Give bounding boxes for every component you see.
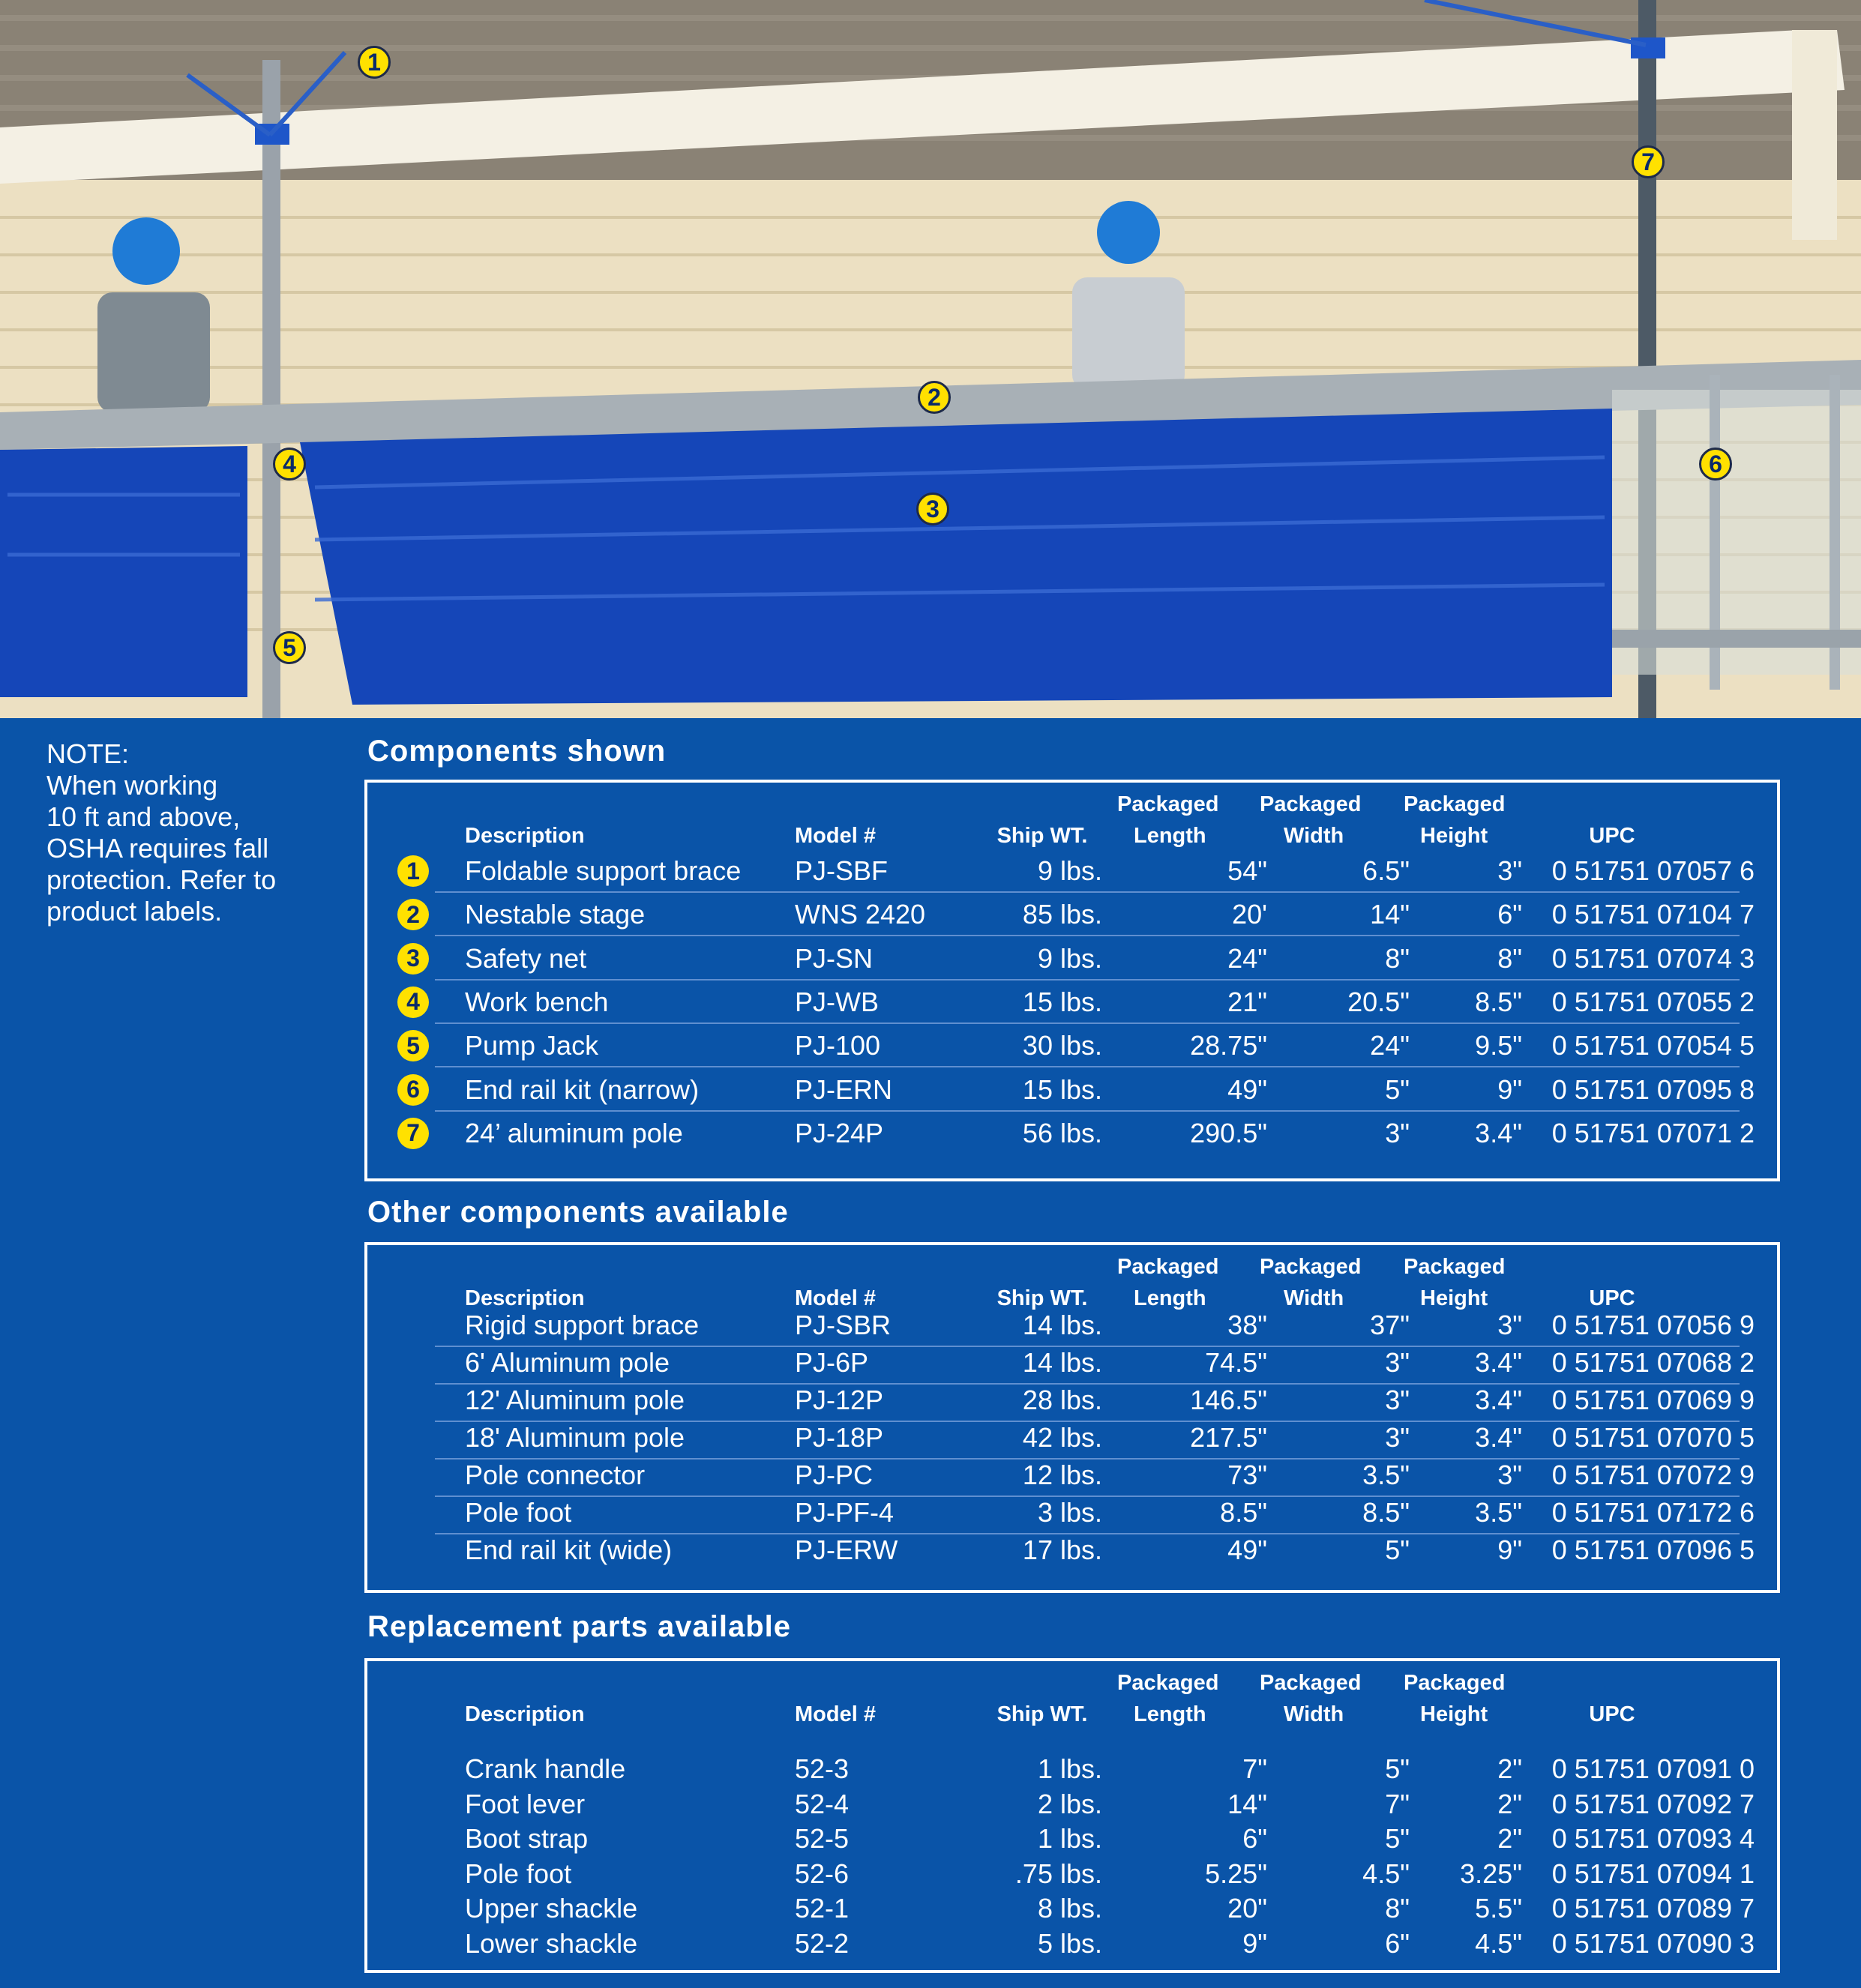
- cell-height: 8": [1497, 942, 1522, 974]
- header-packaged: Packaged: [1404, 792, 1506, 816]
- cell-width: 4.5": [1362, 1858, 1410, 1889]
- cell-height: 2": [1497, 1753, 1522, 1784]
- cell-height: 2": [1497, 1788, 1522, 1819]
- other-components-table: [364, 1242, 1780, 1593]
- cell-ship-wt: 85 lbs.: [1022, 899, 1102, 930]
- cell-height: 3": [1497, 1310, 1522, 1340]
- note-line: product labels.: [46, 896, 223, 927]
- header-packaged-height: [1404, 1667, 1554, 1730]
- cell-description: 6' Aluminum pole: [465, 1347, 670, 1378]
- callout-6: 6: [1699, 448, 1732, 481]
- cell-ship-wt: 15 lbs.: [1022, 986, 1102, 1017]
- cell-model: 52-6: [795, 1858, 850, 1889]
- cell-description: Foldable support brace: [465, 855, 742, 886]
- cell-width: 20.5": [1347, 986, 1410, 1017]
- header-packaged-length: [1117, 1667, 1267, 1730]
- cell-description: Safety net: [465, 942, 587, 974]
- callout-7: 7: [1632, 145, 1665, 178]
- cell-ship-wt: 14 lbs.: [1022, 1347, 1102, 1378]
- cell-description: 24’ aluminum pole: [465, 1117, 683, 1148]
- cell-upc: 0 51751 07069 9: [1551, 1385, 1755, 1415]
- header-height: Height: [1420, 1702, 1488, 1726]
- cell-upc: 0 51751 07095 8: [1551, 1073, 1755, 1105]
- replacement-parts-title: Replacement parts available: [367, 1610, 792, 1643]
- cell-ship-wt: 12 lbs.: [1022, 1460, 1102, 1490]
- cell-ship-wt: .75 lbs.: [1014, 1858, 1102, 1889]
- cell-length: 7": [1242, 1753, 1267, 1784]
- cell-model: PJ-SBR: [795, 1310, 892, 1340]
- table-row: [367, 1528, 1777, 1572]
- cell-width: 5": [1385, 1534, 1410, 1565]
- cell-length: 5.25": [1205, 1858, 1267, 1889]
- cell-width: 24": [1370, 1030, 1410, 1061]
- cell-ship-wt: 2 lbs.: [1037, 1788, 1102, 1819]
- cell-description: Nestable stage: [465, 899, 646, 930]
- cell-upc: 0 51751 07096 5: [1551, 1534, 1755, 1565]
- header-description: Description: [465, 1286, 585, 1310]
- cell-model: PJ-PF-4: [795, 1497, 895, 1528]
- cell-upc: 0 51751 07172 6: [1551, 1497, 1755, 1528]
- cell-upc: 0 51751 07068 2: [1551, 1347, 1755, 1378]
- cell-length: 24": [1227, 942, 1267, 974]
- cell-width: 3": [1385, 1117, 1410, 1148]
- cell-ship-wt: 3 lbs.: [1037, 1497, 1102, 1528]
- cell-height: 6": [1497, 899, 1522, 930]
- table-row: [367, 937, 1777, 981]
- cell-length: 20': [1232, 899, 1267, 930]
- table-row: [367, 1922, 1777, 1966]
- callout-3: 3: [916, 493, 949, 525]
- cell-length: 6": [1242, 1823, 1267, 1854]
- cell-description: Upper shackle: [465, 1893, 638, 1924]
- note-line: When working: [46, 770, 218, 801]
- osha-note: [46, 738, 331, 927]
- cell-length: 14": [1227, 1788, 1267, 1819]
- header-width: Width: [1284, 824, 1344, 848]
- cell-length: 38": [1227, 1310, 1267, 1340]
- cell-model: PJ-PC: [795, 1460, 874, 1490]
- cell-height: 5.5": [1475, 1893, 1522, 1924]
- header-width: Width: [1284, 1286, 1344, 1310]
- cell-length: 8.5": [1220, 1497, 1267, 1528]
- components-shown-table: [364, 780, 1780, 1181]
- cell-height: 3.25": [1460, 1858, 1522, 1889]
- cell-length: 290.5": [1190, 1117, 1267, 1148]
- cell-height: 9": [1497, 1073, 1522, 1105]
- cell-width: 6": [1385, 1927, 1410, 1959]
- header-ship-wt: Ship WT.: [996, 1702, 1088, 1726]
- cell-model: 52-2: [795, 1927, 850, 1959]
- callout-5: 5: [273, 631, 306, 664]
- cell-height: 3.4": [1475, 1422, 1522, 1453]
- header-height: Height: [1420, 824, 1488, 848]
- header-length: Length: [1134, 1702, 1206, 1726]
- cell-width: 3.5": [1362, 1460, 1410, 1490]
- cell-description: 12' Aluminum pole: [465, 1385, 685, 1415]
- table-row: [367, 893, 1777, 936]
- row-number-badge: 3: [397, 943, 429, 975]
- header-packaged: Packaged: [1260, 792, 1362, 816]
- cell-model: PJ-WB: [795, 986, 879, 1017]
- header-model: Model #: [795, 1286, 876, 1310]
- cell-width: 3": [1385, 1385, 1410, 1415]
- cell-upc: 0 51751 07056 9: [1551, 1310, 1755, 1340]
- cell-height: 4.5": [1475, 1927, 1522, 1959]
- cell-width: 3": [1385, 1347, 1410, 1378]
- cell-upc: 0 51751 07091 0: [1551, 1753, 1755, 1784]
- cell-ship-wt: 5 lbs.: [1037, 1927, 1102, 1959]
- cell-width: 8.5": [1362, 1497, 1410, 1528]
- cell-upc: 0 51751 07092 7: [1551, 1788, 1755, 1819]
- header-packaged: Packaged: [1260, 1255, 1362, 1279]
- header-model: Model #: [795, 824, 876, 848]
- cell-height: 3.4": [1475, 1117, 1522, 1148]
- cell-ship-wt: 15 lbs.: [1022, 1073, 1102, 1105]
- cell-description: Foot lever: [465, 1788, 586, 1819]
- cell-width: 3": [1385, 1422, 1410, 1453]
- cell-description: Rigid support brace: [465, 1310, 700, 1340]
- cell-width: 6.5": [1362, 855, 1410, 886]
- cell-width: 5": [1385, 1073, 1410, 1105]
- cell-description: Pump Jack: [465, 1030, 599, 1061]
- header-packaged-length: [1117, 789, 1267, 852]
- cell-description: Crank handle: [465, 1753, 626, 1784]
- cell-upc: 0 51751 07057 6: [1551, 855, 1755, 886]
- note-line: protection. Refer to: [46, 864, 277, 895]
- callout-4: 4: [273, 448, 306, 481]
- table-row: [367, 1112, 1777, 1155]
- cell-ship-wt: 42 lbs.: [1022, 1422, 1102, 1453]
- cell-width: 8": [1385, 942, 1410, 974]
- cell-model: PJ-18P: [795, 1422, 884, 1453]
- callout-1: 1: [358, 46, 391, 79]
- cell-upc: 0 51751 07090 3: [1551, 1927, 1755, 1959]
- header-length: Length: [1134, 824, 1206, 848]
- cell-ship-wt: 1 lbs.: [1037, 1823, 1102, 1854]
- header-packaged: Packaged: [1404, 1671, 1506, 1695]
- cell-upc: 0 51751 07074 3: [1551, 942, 1755, 974]
- cell-description: Pole connector: [465, 1460, 646, 1490]
- cell-length: 28.75": [1190, 1030, 1267, 1061]
- cell-height: 3": [1497, 1460, 1522, 1490]
- header-upc: UPC: [1589, 1286, 1635, 1310]
- row-number-badge: 4: [397, 987, 429, 1018]
- replacement-parts-table: [364, 1658, 1780, 1973]
- cell-description: End rail kit (wide): [465, 1534, 673, 1565]
- cell-upc: 0 51751 07055 2: [1551, 986, 1755, 1017]
- cell-model: PJ-12P: [795, 1385, 884, 1415]
- cell-ship-wt: 56 lbs.: [1022, 1117, 1102, 1148]
- cell-model: WNS 2420: [795, 899, 926, 930]
- cell-upc: 0 51751 07072 9: [1551, 1460, 1755, 1490]
- cell-model: PJ-ERW: [795, 1534, 898, 1565]
- header-ship-wt: Ship WT.: [996, 824, 1088, 848]
- cell-width: 5": [1385, 1823, 1410, 1854]
- cell-width: 5": [1385, 1753, 1410, 1784]
- header-length: Length: [1134, 1286, 1206, 1310]
- cell-upc: 0 51751 07093 4: [1551, 1823, 1755, 1854]
- header-packaged: Packaged: [1404, 1255, 1506, 1279]
- cell-ship-wt: 9 lbs.: [1037, 942, 1102, 974]
- components-shown-title: Components shown: [367, 735, 667, 768]
- header-width: Width: [1284, 1702, 1344, 1726]
- note-line: 10 ft and above,: [46, 801, 241, 832]
- header-ship-wt: Ship WT.: [996, 1286, 1088, 1310]
- cell-description: Boot strap: [465, 1823, 589, 1854]
- header-packaged: Packaged: [1117, 1671, 1219, 1695]
- cell-width: 7": [1385, 1788, 1410, 1819]
- cell-ship-wt: 30 lbs.: [1022, 1030, 1102, 1061]
- cell-height: 3.4": [1475, 1385, 1522, 1415]
- table-row: [367, 981, 1777, 1024]
- cell-model: PJ-SBF: [795, 855, 889, 886]
- header-packaged-width: [1260, 1667, 1410, 1730]
- cell-model: 52-1: [795, 1893, 850, 1924]
- cell-model: 52-4: [795, 1788, 850, 1819]
- row-number-badge: 7: [397, 1118, 429, 1149]
- cell-length: 49": [1227, 1534, 1267, 1565]
- header-description: Description: [465, 1702, 585, 1726]
- cell-model: PJ-100: [795, 1030, 881, 1061]
- cell-width: 8": [1385, 1893, 1410, 1924]
- note-line: OSHA requires fall: [46, 833, 269, 864]
- header-packaged: Packaged: [1117, 1255, 1219, 1279]
- cell-upc: 0 51751 07071 2: [1551, 1117, 1755, 1148]
- cell-description: Work bench: [465, 986, 609, 1017]
- cell-description: Pole foot: [465, 1858, 572, 1889]
- header-height: Height: [1420, 1286, 1488, 1310]
- cell-ship-wt: 17 lbs.: [1022, 1534, 1102, 1565]
- cell-height: 2": [1497, 1823, 1522, 1854]
- cell-model: PJ-ERN: [795, 1073, 893, 1105]
- cell-length: 49": [1227, 1073, 1267, 1105]
- cell-height: 3.4": [1475, 1347, 1522, 1378]
- header-packaged: Packaged: [1260, 1671, 1362, 1695]
- cell-ship-wt: 1 lbs.: [1037, 1753, 1102, 1784]
- cell-length: 21": [1227, 986, 1267, 1017]
- cell-ship-wt: 28 lbs.: [1022, 1385, 1102, 1415]
- cell-upc: 0 51751 07104 7: [1551, 899, 1755, 930]
- cell-height: 3": [1497, 855, 1522, 886]
- cell-length: 73": [1227, 1460, 1267, 1490]
- row-number-badge: 1: [397, 855, 429, 887]
- cell-description: Lower shackle: [465, 1927, 638, 1959]
- cell-height: 9.5": [1475, 1030, 1522, 1061]
- cell-height: 9": [1497, 1534, 1522, 1565]
- cell-ship-wt: 9 lbs.: [1037, 855, 1102, 886]
- header-packaged-height: [1404, 789, 1554, 852]
- header-model: Model #: [795, 1702, 876, 1726]
- header-packaged: Packaged: [1117, 792, 1219, 816]
- cell-model: PJ-6P: [795, 1347, 869, 1378]
- cell-width: 14": [1370, 899, 1410, 930]
- note-line: NOTE:: [46, 738, 130, 769]
- cell-length: 217.5": [1190, 1422, 1267, 1453]
- header-upc: UPC: [1589, 824, 1635, 848]
- cell-upc: 0 51751 07094 1: [1551, 1858, 1755, 1889]
- row-number-badge: 6: [397, 1074, 429, 1106]
- cell-ship-wt: 8 lbs.: [1037, 1893, 1102, 1924]
- cell-model: PJ-SN: [795, 942, 874, 974]
- cell-upc: 0 51751 07070 5: [1551, 1422, 1755, 1453]
- cell-width: 37": [1370, 1310, 1410, 1340]
- other-components-title: Other components available: [367, 1196, 789, 1229]
- header-upc: UPC: [1589, 1702, 1635, 1726]
- cell-length: 54": [1227, 855, 1267, 886]
- header-packaged-width: [1260, 789, 1410, 852]
- cell-description: 18' Aluminum pole: [465, 1422, 685, 1453]
- cell-length: 9": [1242, 1927, 1267, 1959]
- cell-height: 3.5": [1475, 1497, 1522, 1528]
- table-row: [367, 1068, 1777, 1112]
- cell-length: 146.5": [1190, 1385, 1267, 1415]
- cell-upc: 0 51751 07089 7: [1551, 1893, 1755, 1924]
- cell-length: 74.5": [1205, 1347, 1267, 1378]
- cell-length: 20": [1227, 1893, 1267, 1924]
- cell-description: Pole foot: [465, 1497, 572, 1528]
- cell-upc: 0 51751 07054 5: [1551, 1030, 1755, 1061]
- header-description: Description: [465, 824, 585, 848]
- cell-model: 52-3: [795, 1753, 850, 1784]
- row-number-badge: 5: [397, 1030, 429, 1061]
- callout-2: 2: [918, 381, 951, 414]
- row-number-badge: 2: [397, 899, 429, 930]
- cell-model: 52-5: [795, 1823, 850, 1854]
- scaffold-photo-illustration: [0, 0, 1861, 718]
- table-row: [367, 1024, 1777, 1067]
- product-photo: [0, 0, 1861, 718]
- cell-model: PJ-24P: [795, 1117, 884, 1148]
- cell-description: End rail kit (narrow): [465, 1073, 700, 1105]
- table-row: [367, 849, 1777, 893]
- cell-height: 8.5": [1475, 986, 1522, 1017]
- cell-ship-wt: 14 lbs.: [1022, 1310, 1102, 1340]
